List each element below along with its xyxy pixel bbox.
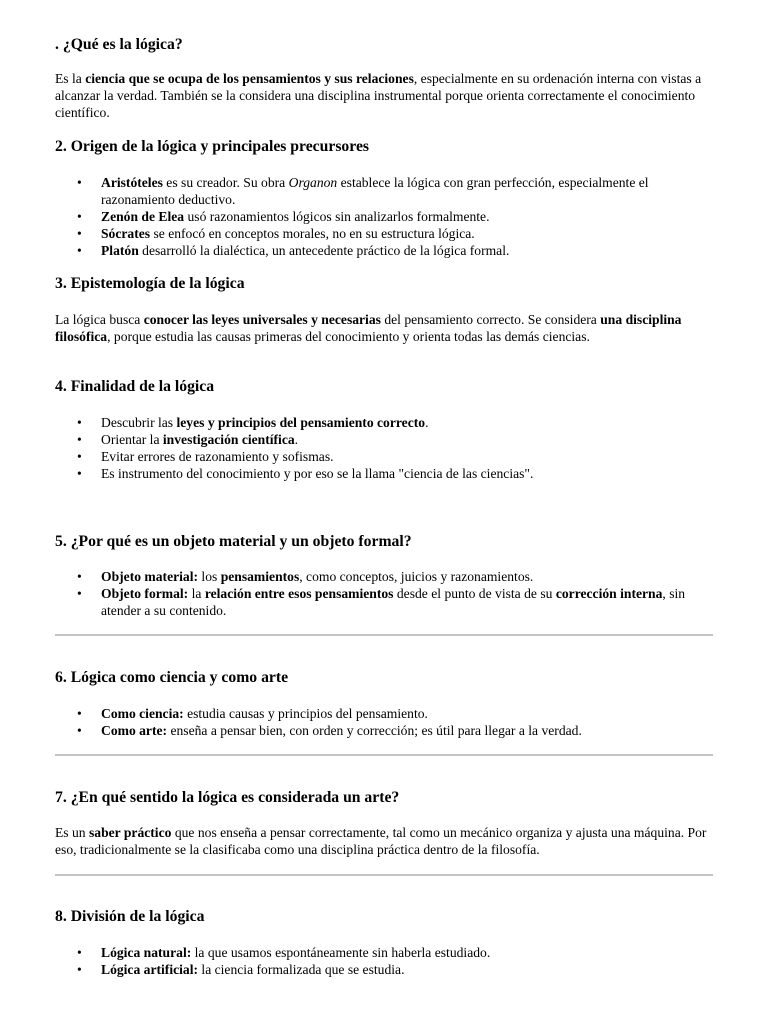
bold-text: Lógica natural:: [101, 945, 192, 960]
text-run: la que usamos espontáneamente sin haberla estudiado.: [191, 945, 491, 960]
list-item: [55, 208, 715, 225]
text-run: la ciencia formalizada que se estudia.: [198, 962, 405, 977]
bold-text: pensamientos: [220, 569, 300, 584]
text-run: los: [198, 569, 221, 584]
text-run: estudia causas y principios del pensamiento.: [183, 706, 428, 721]
bold-text: una disciplina filosófica: [55, 312, 682, 344]
bold-text: Platón: [101, 243, 139, 258]
section-8-list: [55, 944, 715, 978]
text-run: La lógica busca: [55, 312, 144, 327]
section-3-title: 3. Epistemología de la lógica: [55, 275, 245, 292]
list-item: [55, 705, 715, 722]
text-run: .: [425, 415, 429, 430]
section-7-title: 7. ¿En qué sentido la lógica es considerada un arte?: [55, 789, 400, 806]
text-run: , sin atender a su contenido.: [101, 586, 686, 618]
list-item: [55, 431, 715, 448]
horizontal-divider: [55, 634, 713, 636]
section-7-paragraph: [55, 824, 715, 858]
horizontal-divider: [55, 754, 713, 756]
section-4-title: 4. Finalidad de la lógica: [55, 378, 215, 395]
text-run: es su creador. Su obra: [162, 175, 289, 190]
bold-text: saber práctico: [88, 825, 172, 840]
list-item: [55, 961, 715, 978]
list-item: [55, 722, 715, 739]
section-6-list: [55, 705, 715, 739]
section-8-title: 8. División de la lógica: [55, 908, 205, 925]
bold-text: relación entre esos pensamientos: [204, 586, 394, 601]
bold-text: Aristóteles: [101, 175, 163, 190]
list-item: [55, 448, 715, 465]
text-run: Es la: [55, 71, 86, 86]
bold-text: investigación científica: [162, 432, 295, 447]
list-item: [55, 944, 715, 961]
section-3-paragraph: [55, 311, 715, 345]
bold-text: Objeto formal:: [101, 586, 189, 601]
bold-text: Sócrates: [101, 226, 151, 241]
text-run: , especialmente en su ordenación interna con vistas a alcanzar la verdad. También se la considera una disciplina instrumental porque orienta correctamente el conocimiento científico.: [55, 71, 702, 120]
list-item: [55, 225, 715, 242]
list-item: [55, 414, 715, 431]
text-run: desde el punto de vista de su: [393, 586, 556, 601]
text-run: Descubrir las: [101, 415, 177, 430]
text-run: Es instrumento del conocimiento y por eso se la llama "ciencia de las ciencias".: [101, 466, 534, 481]
bold-text: conocer las leyes universales y necesarias: [143, 312, 381, 327]
section-1-paragraph: [55, 70, 715, 121]
list-item: [55, 568, 715, 585]
section-2-list: [55, 174, 715, 259]
bold-text: Lógica artificial:: [101, 962, 199, 977]
text-run: usó razonamientos lógicos sin analizarlos formalmente.: [184, 209, 490, 224]
list-item: [55, 174, 715, 208]
section-1-title: . ¿Qué es la lógica?: [55, 36, 183, 53]
bold-text: Objeto material:: [101, 569, 199, 584]
bold-text: leyes y principios del pensamiento correcto: [176, 415, 426, 430]
bold-text: corrección interna: [555, 586, 663, 601]
text-run: , porque estudia las causas primeras del conocimiento y orienta todas las demás ciencias.: [107, 329, 590, 344]
text-run: se enfocó en conceptos morales, no en su estructura lógica.: [150, 226, 475, 241]
section-4-list: [55, 414, 715, 482]
list-item: [55, 242, 715, 259]
text-run: establece la lógica con gran perfección, especialmente el razonamiento deductivo.: [101, 175, 649, 207]
italic-text: Organon: [288, 175, 338, 190]
bold-text: Como arte:: [101, 723, 168, 738]
section-2-title: 2. Origen de la lógica y principales precursores: [55, 138, 370, 155]
text-run: Es un: [55, 825, 89, 840]
text-run: .: [294, 432, 299, 447]
text-run: que nos enseña a pensar correctamente, tal como un mecánico organiza y ajusta una máquina. Por eso, tradicionalmente se la clasificaba como una disciplina práctica dentro de la filosofía.: [55, 825, 707, 857]
text-run: , como conceptos, juicios y razonamientos.: [299, 569, 534, 584]
section-5-list: [55, 568, 715, 619]
text-run: Evitar errores de razonamiento y sofismas.: [101, 449, 334, 464]
text-run: Orientar la: [101, 432, 163, 447]
text-run: desarrolló la dialéctica, un antecedente práctico de la lógica formal.: [138, 243, 510, 258]
text-run: la: [188, 586, 205, 601]
section-5-title: 5. ¿Por qué es un objeto material y un objeto formal?: [55, 533, 412, 550]
bold-text: Zenón de Elea: [101, 209, 185, 224]
list-item: [55, 585, 715, 619]
list-item: [55, 465, 715, 482]
bold-text: Como ciencia:: [101, 706, 184, 721]
bold-text: ciencia que se ocupa de los pensamientos y sus relaciones: [85, 71, 414, 86]
text-run: enseña a pensar bien, con orden y corrección; es útil para llegar a la verdad.: [167, 723, 582, 738]
horizontal-divider: [55, 874, 713, 876]
section-6-title: 6. Lógica como ciencia y como arte: [55, 669, 289, 686]
text-run: del pensamiento correcto. Se considera: [380, 312, 601, 327]
